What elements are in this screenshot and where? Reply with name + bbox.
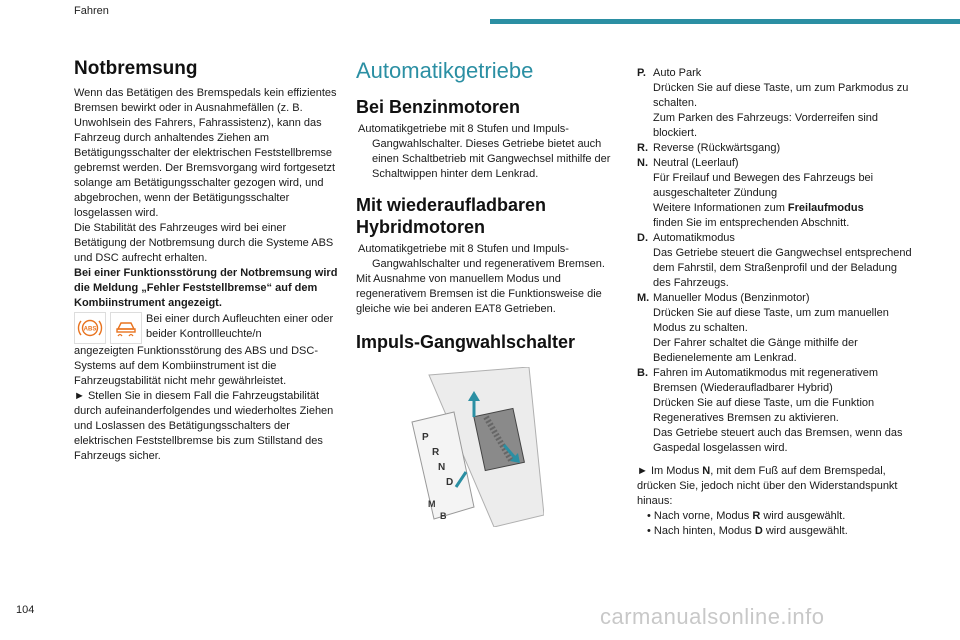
def-line: Der Fahrer schaltet die Gänge mithilfe der Bedienelemente am Lenkrad. — [653, 337, 858, 364]
paragraph: angezeigten Funktionsstörung des ABS und DSC-Systems auf dem Kombiinstrument ist die Fahrzeugstabilität nicht mehr gewährleistet. — [74, 345, 318, 387]
gear-letter-d: D — [446, 477, 454, 488]
watermark: carmanualsonline.info — [600, 604, 825, 629]
def-line: Fahren im Automatikmodus mit regenerativem Bremsen (Wiederaufladbarer Hybrid) — [653, 367, 878, 394]
bullet-pre: • Nach hinten, Modus — [647, 525, 755, 537]
def-line — [653, 201, 912, 216]
column-automatikgetriebe — [356, 58, 612, 357]
def-d — [637, 231, 912, 291]
def-line: Reverse (Rückwärtsgang) — [653, 142, 781, 154]
action-step: ► Stellen Sie in diesem Fall die Fahrzeugstabilität durch aufeinanderfolgendes und wiederholtes Ziehen und Loslassen des Betätigungsschalters der elektrischen Feststellbremse bis zum Stillstand des Fahrzeugs sicher. — [74, 390, 334, 462]
abs-icon-label: ABS — [83, 326, 97, 333]
def-key: B. — [637, 367, 648, 379]
def-key: N. — [637, 157, 648, 169]
def-m — [637, 291, 912, 366]
paragraph: Wenn das Betätigen des Bremspedals kein effizientes Bremsen bewirkt oder in Ausnahmefällen (z. B. Unwohlsein des Fahrers, Fahrassistenz), kann das Fahrzeug durch anhaltendes Ziehen am Betätigungsschalter der elektrischen Feststellbremse gebremst werden. Der Bremsvorgang wird fortgesetzt solange am Betätigungsschalter gezogen wird, und abgebrochen, wenn der Betätigungsschalter losgelassen wird. — [74, 87, 337, 219]
bullet-item — [637, 524, 912, 539]
section-label: Fahren — [74, 5, 109, 17]
header-accent-bar — [490, 19, 960, 24]
subheading-impuls: Impuls-Gangwahlschalter — [356, 332, 576, 352]
bullet-item — [637, 509, 912, 524]
def-line: Für Freilauf und Bewegen des Fahrzeugs bei ausgeschalteter Zündung — [653, 172, 874, 199]
subheading-benzin: Bei Benzinmotoren — [356, 97, 521, 117]
def-r — [637, 141, 912, 156]
abs-warning-icon — [74, 312, 106, 344]
gear-letter-n: N — [438, 462, 446, 473]
def-b — [637, 366, 912, 456]
note-post: , mit dem Fuß auf dem Bremspedal, drücken Sie, jedoch nicht über den Widerstandspunkt hinaus: — [637, 465, 898, 507]
def-line: Das Getriebe steuert auch das Bremsen, wenn das Gaspedal losgelassen wird. — [653, 427, 903, 454]
page-number: 104 — [16, 604, 35, 616]
note-pre: ► Im Modus — [637, 465, 703, 477]
def-extra-pre: Weitere Informationen zum — [653, 202, 788, 214]
column-gear-definitions — [637, 66, 912, 539]
paragraph: Die Stabilität des Fahrzeuges wird bei einer Betätigung der Notbremsung durch die Systeme ABS und DSC aufrecht erhalten. — [74, 222, 334, 264]
paragraph: Mit Ausnahme von manuellem Modus und regenerativem Bremsen ist die Funktionsweise die gleiche wie bei anderen EAT8 Getrieben. — [356, 273, 602, 315]
gear-letter-m: M — [428, 499, 436, 509]
bullet-post: wird ausgewählt. — [762, 525, 848, 537]
def-line: Drücken Sie auf diese Taste, um zum manuellen Modus zu schalten. — [653, 307, 889, 334]
stability-control-icon — [110, 312, 142, 344]
def-n — [637, 156, 912, 231]
note-mode: N — [702, 465, 711, 477]
def-line: Das Getriebe steuert die Gangwechsel entsprechend dem Fahrstil, dem Straßenprofil und der Beladung des Fahrzeugs. — [653, 247, 912, 289]
def-line: Auto Park — [653, 67, 702, 79]
bullet-mode: D — [754, 525, 763, 537]
warning-text: Bei einer durch Aufleuchten einer oder beider Kontrollleuchte/n — [146, 313, 334, 340]
def-line: Neutral (Leerlauf) — [653, 157, 739, 169]
gear-letter-p: P — [422, 432, 429, 443]
subheading-hybrid: Mit wiederaufladbaren Hybridmotoren — [356, 195, 547, 237]
column-notbremsung — [74, 58, 340, 464]
mode-n-note — [637, 464, 912, 509]
def-line: Manueller Modus (Benzinmotor) — [653, 292, 810, 304]
def-key: D. — [637, 232, 648, 244]
paragraph: Automatikgetriebe mit 8 Stufen und Impuls-Gangwahlschalter. Dieses Getriebe bietet auch einen Schaltbetrieb mit Gangwechsel mithilfe der Schaltwippen hinter dem Lenkrad. — [358, 123, 611, 180]
paragraph-bold: Bei einer Funktionsstörung der Notbremsung wird die Meldung „Fehler Feststellbremse“ auf dem Kombiinstrument angezeigt. — [74, 267, 338, 309]
warning-icons — [74, 312, 142, 344]
bullet-post: wird ausgewählt. — [760, 510, 846, 522]
def-line: finden Sie im entsprechenden Abschnitt. — [653, 217, 850, 229]
paragraph: Automatikgetriebe mit 8 Stufen und Impuls-Gangwahlschalter und regenerativem Bremsen. — [358, 243, 605, 270]
def-key: M. — [637, 292, 650, 304]
def-line: Zum Parken des Fahrzeugs: Vorderreifen sind blockiert. — [653, 112, 879, 139]
warning-lights-row — [74, 312, 340, 344]
def-key: R. — [637, 142, 648, 154]
gear-letter-r: R — [432, 447, 440, 458]
def-key: P. — [637, 67, 646, 79]
def-p — [637, 66, 912, 141]
def-line: Drücken Sie auf diese Taste, um die Funktion Regeneratives Bremsen zu aktivieren. — [653, 397, 875, 424]
def-line: Drücken Sie auf diese Taste, um zum Parkmodus zu schalten. — [653, 82, 909, 109]
bullet-pre: • Nach vorne, Modus — [647, 510, 753, 522]
section-title: Notbremsung — [74, 58, 198, 79]
bullet-mode: R — [752, 510, 761, 522]
gear-selector-illustration — [394, 367, 544, 527]
chapter-title: Automatikgetriebe — [356, 58, 534, 83]
def-extra-bold: Freilaufmodus — [787, 202, 864, 214]
def-line: Automatikmodus — [653, 232, 735, 244]
gear-letter-b: B — [440, 511, 447, 521]
